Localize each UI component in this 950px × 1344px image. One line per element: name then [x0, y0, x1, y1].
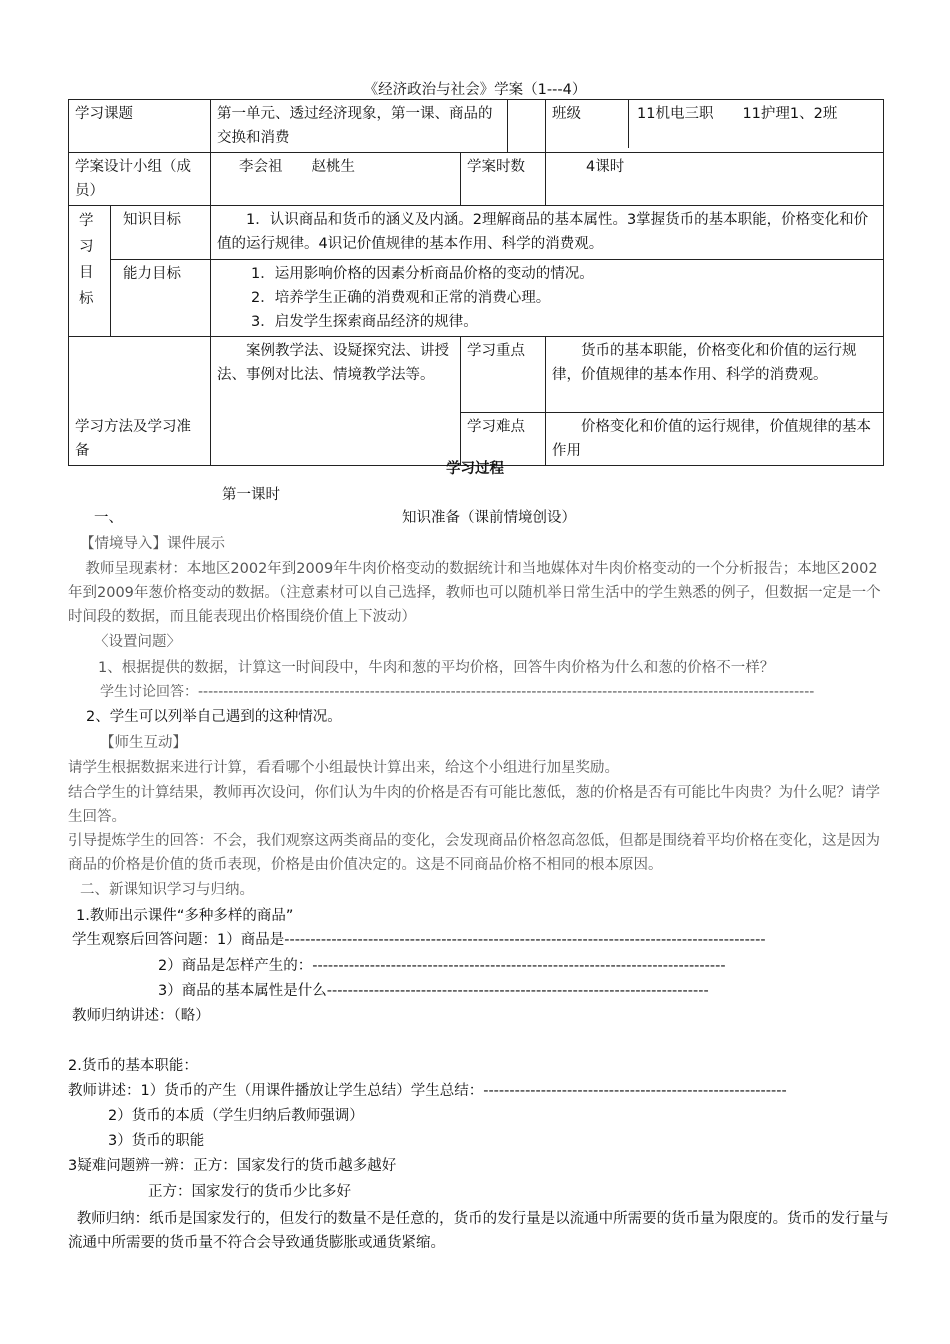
interact-tag: 【师生互动】 — [100, 735, 187, 751]
question-one: 1、根据提供的数据，计算这一时间段中，牛肉和葱的平均价格，回答牛肉价格为什么和葱的价格不一样？ — [98, 660, 775, 676]
ability-list — [211, 260, 884, 337]
item-one-title: 1.教师出示课件“多种多样的商品” — [76, 908, 294, 924]
ability-item: 1．运用影响价格的因素分析商品价格的变动的情况。 — [251, 266, 594, 282]
method-text: 案例教学法、设疑探究法、讲授法、事例对比法、情境教学法等。 — [211, 337, 461, 466]
class-label-cell — [508, 100, 546, 153]
section-two-title: 二、新课知识学习与归纳。 — [80, 882, 254, 898]
ability-item: 2．培养学生正确的消费观和正常的消费心理。 — [251, 290, 551, 306]
goals-label: 学习目标 — [69, 206, 111, 337]
section-one-title: 知识准备（课前情境创设） — [402, 510, 576, 526]
difficult-text: 价格变化和价值的运行规律，价值规律的基本作用 — [546, 413, 884, 466]
conclusion-text: 教师归纳：纸币是国家发行的，但发行的数量不是任意的，货币的发行量是以流通中所需要的货币量为限度的。货币的发行量与流通中所需要的货币量不符合会导致通货膨胀或通货紧缩。 — [68, 1211, 889, 1251]
item-one-q1: 学生观察后回答问题：1）商品是-------------------------------------------------------------------------------------------- — [72, 932, 766, 948]
group-label: 学案设计小组（成员） — [69, 153, 211, 206]
hours-label: 学案时数 — [461, 153, 546, 206]
method-label: 学习方法及学习准备 — [69, 337, 211, 466]
difficult-label: 学习难点 — [461, 413, 546, 466]
group-members: 李会祖 赵桃生 — [211, 153, 461, 206]
question-two: 2、学生可以列举自己遇到的这种情况。 — [86, 709, 342, 725]
lesson-info-table — [68, 99, 884, 466]
question-one-answer: 学生讨论回答：-------------------------------------------------------------------------------------------------------------------------- — [100, 684, 815, 700]
section-one-number: 一、 — [94, 510, 123, 526]
interact-paragraph-3: 引导提炼学生的回答：不会，我们观察这两类商品的变化，会发现商品价格忽高忽低，但都是围绕着平均价格在变化，这是因为商品的价格是价值的货币表现，价格是由价值决定的。这是不同商品价格不相同的根本原因。 — [68, 833, 880, 873]
lesson-one-label: 第一课时 — [222, 487, 280, 503]
item-one-summary: 教师归纳讲述：（略） — [72, 1008, 210, 1024]
topic-value: 第一单元、透过经济现象，第一课、商品的交换和消费 — [211, 100, 508, 153]
item-three-b: 正方：国家发行的货币少比多好 — [148, 1184, 351, 1200]
item-two-title: 2.货币的基本职能： — [68, 1058, 198, 1074]
key-text: 货币的基本职能，价格变化和价值的运行规律，价值规律的基本作用、科学的消费观。 — [546, 337, 884, 413]
item-one-q3: 3）商品的基本属性是什么------------------------------------------------------------------------- — [158, 983, 709, 999]
item-one-q2: 2）商品是怎样产生的：------------------------------------------------------------------------------- — [158, 958, 726, 974]
hours-value: 4课时 — [546, 153, 884, 206]
class-cell — [546, 100, 884, 153]
item-two-line-3: 3）货币的职能 — [108, 1133, 205, 1149]
interact-paragraph-1: 请学生根据数据来进行计算，看看哪个小组最快计算出来，给这个小组进行加星奖励。 — [68, 760, 619, 776]
knowledge-text: 1．认识商品和货币的涵义及内涵。2理解商品的基本属性。3掌握货币的基本职能，价格变化和价值的运行规律。4识记价值规律的基本作用、科学的消费观。 — [211, 206, 884, 260]
topic-label: 学习课题 — [69, 100, 211, 153]
ability-item: 3．启发学生探索商品经济的规律。 — [251, 314, 478, 330]
item-two-line-1: 教师讲述：1）货币的产生（用课件播放让学生总结）学生总结：---------------------------------------------------------- — [68, 1083, 787, 1099]
knowledge-label: 知识目标 — [111, 206, 211, 260]
class-label: 班级 — [546, 100, 629, 148]
process-heading: 学习过程 — [446, 461, 504, 477]
document-title: 《经济政治与社会》学案（1---4） — [363, 82, 587, 98]
interact-paragraph-2: 结合学生的计算结果，教师再次设问，你们认为牛肉的价格是否有可能比葱低，葱的价格是否有可能比牛肉贵？为什么呢？请学生回答。 — [68, 785, 880, 825]
ability-label: 能力目标 — [111, 260, 211, 337]
material-text: 教师呈现素材：本地区2002年到2009年牛肉价格变动的数据统计和当地媒体对牛肉价格变动的一个分析报告；本地区2002年到2009年葱价格变动的数据。（注意素材可以自己选择，教师也可以随机举日常生活中的学生熟悉的例子，但数据一定是一个时间段的数据，而且能表现出价格围绕价值上下波动） — [68, 561, 881, 625]
key-label: 学习重点 — [461, 337, 546, 413]
class-value: 11机电三职 11护理1、2班 — [637, 106, 838, 122]
item-three-title: 3疑难问题辨一辨：正方：国家发行的货币越多越好 — [68, 1158, 397, 1174]
item-two-line-2: 2）货币的本质（学生归纳后教师强调） — [108, 1108, 364, 1124]
set-question-label: 〈设置问题〉 — [94, 634, 181, 650]
intro-tag: 【情境导入】课件展示 — [80, 536, 225, 552]
